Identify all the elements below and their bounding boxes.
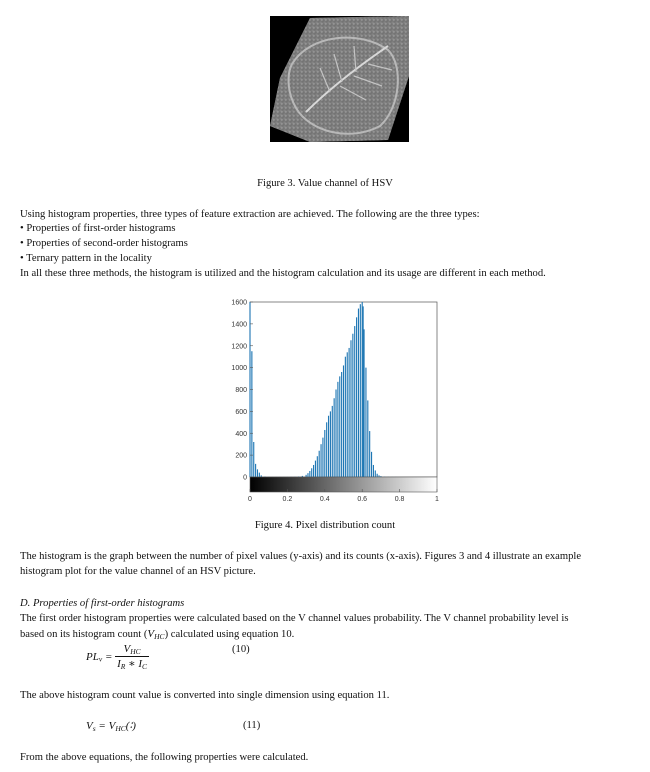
y-tick-label: 600 — [235, 408, 247, 416]
histogram-bar — [335, 390, 336, 478]
eq11-rhs-post: (∶) — [125, 720, 136, 732]
histogram-bar — [320, 444, 321, 477]
histogram-bar — [324, 430, 325, 477]
y-tick-label: 400 — [235, 430, 247, 438]
x-tick-label: 1 — [435, 496, 439, 503]
section-d-line-1: The first order histogram properties were calculated based on the V channel values probability. The V channel probability level is — [20, 613, 569, 624]
eq10-lhs: PL — [86, 651, 99, 663]
paragraph-converted: The above histogram count value is converted into single dimension using equation 11. — [20, 690, 390, 701]
histogram-bar — [332, 406, 333, 477]
histogram-bar — [341, 372, 342, 477]
histogram-bar — [356, 317, 357, 477]
eq11-lhs-sub: s — [92, 724, 96, 733]
vhc-variable: V — [147, 628, 155, 640]
histogram-bar — [375, 470, 376, 477]
section-d-heading: D. Properties of first-order histograms — [20, 598, 185, 609]
eq10-den-op: ∗ — [125, 658, 139, 670]
x-tick-label: 0.6 — [357, 496, 368, 503]
x-tick-label: 0.2 — [282, 496, 293, 503]
x-tick-label: 0.8 — [394, 496, 405, 503]
eq10-num-sub: HC — [130, 647, 141, 656]
histogram-chart — [225, 292, 447, 506]
bullet-item: • Ternary pattern in the locality — [20, 253, 152, 264]
vhc-subscript: HC — [154, 632, 165, 641]
equation-11-number: (11) — [243, 720, 261, 731]
histogram-bar — [315, 461, 316, 477]
eq10-denominator — [115, 656, 149, 671]
eq10-equals: = — [102, 651, 116, 663]
histogram-bar — [322, 438, 323, 477]
histogram-bar — [373, 465, 374, 477]
histogram-bar — [343, 365, 344, 477]
eq10-den-a: I — [117, 658, 121, 670]
eq10-numerator — [115, 643, 149, 656]
histogram-bar — [330, 411, 331, 477]
bullet-item: • Properties of first-order histograms — [20, 223, 176, 234]
paragraph-histogram-line-1: The histogram is the graph between the number of pixel values (y-axis) and its counts (x-axis). Figures 3 and 4 illustrate an example — [20, 551, 582, 562]
figure-3-image — [270, 16, 409, 142]
section-d-line-2-post: ) calculated using equation 10. — [164, 629, 295, 640]
paragraph-closing: In all these three methods, the histogram is utilized and the histogram calculation and its usage are different in each method. — [20, 268, 546, 279]
histogram-bar — [257, 469, 258, 477]
y-tick-label: 200 — [235, 452, 247, 460]
histogram-bar — [354, 326, 355, 477]
paragraph-intro: Using histogram properties, three types of feature extraction are achieved. The following are the three types: — [20, 209, 480, 220]
histogram-bar — [352, 334, 353, 477]
eq10-num-var: V — [123, 643, 131, 655]
histogram-bar — [307, 473, 308, 477]
paragraph-histogram-line-2: histogram plot for the value channel of an HSV picture. — [20, 566, 256, 577]
y-tick-label: 800 — [235, 387, 247, 394]
histogram-bar — [349, 348, 350, 477]
eq11-rhs: V — [108, 720, 116, 732]
eq10-lhs-sub: v — [98, 654, 103, 664]
y-tick-label: 1200 — [231, 343, 247, 351]
histogram-bar — [365, 368, 366, 477]
eq11-lhs: V — [86, 720, 93, 732]
histogram-bar — [306, 475, 307, 477]
histogram-bar — [371, 452, 372, 477]
eq10-den-a-sub: R — [120, 662, 126, 671]
eq10-fraction — [115, 643, 149, 671]
equation-11 — [86, 720, 136, 735]
y-tick-label: 0 — [243, 474, 247, 482]
eq11-equals: = — [95, 720, 109, 732]
leaf-grayscale-image — [270, 16, 409, 142]
histogram-bar — [253, 442, 254, 477]
histogram-bar — [367, 400, 368, 477]
histogram-bar — [369, 431, 370, 477]
histogram-bar — [337, 382, 338, 477]
equation-10 — [86, 643, 149, 675]
figure-4-caption: Figure 4. Pixel distribution count — [254, 520, 396, 531]
histogram-bar — [251, 351, 252, 477]
histogram-bar — [358, 309, 359, 477]
y-tick-label: 1000 — [231, 365, 247, 373]
histogram-bar — [345, 357, 346, 477]
histogram-bar — [350, 340, 351, 477]
histogram-bar — [326, 422, 327, 477]
eq10-den-b: I — [138, 658, 143, 670]
histogram-bar — [311, 468, 312, 477]
histogram-bar — [347, 352, 348, 477]
histogram-bar — [309, 471, 310, 477]
histogram-bar — [313, 465, 314, 477]
histogram-bar — [334, 398, 335, 477]
eq10-den-b-sub: C — [142, 662, 148, 671]
histogram-bar — [259, 473, 260, 477]
histogram-bar — [377, 474, 378, 477]
y-tick-label: 1600 — [231, 299, 247, 307]
histogram-bar — [364, 329, 365, 477]
figure-3-caption: Figure 3. Value channel of HSV — [257, 178, 393, 189]
grayscale-colorbar — [250, 477, 437, 492]
histogram-bar — [360, 304, 361, 477]
x-tick-label: 0.4 — [319, 496, 330, 503]
histogram-bar — [255, 464, 256, 477]
histogram-bar — [328, 416, 329, 477]
histogram-bar — [339, 376, 340, 477]
histogram-bar — [319, 451, 320, 477]
histogram-bar — [317, 456, 318, 477]
x-tick-label: 0 — [248, 496, 252, 503]
section-d-line-2 — [20, 628, 294, 643]
y-tick-label: 1400 — [231, 321, 247, 329]
equation-10-number: (10) — [232, 644, 250, 655]
paragraph-following: From the above equations, the following properties were calculated. — [20, 752, 309, 763]
section-d-line-2-pre: based on its histogram count ( — [20, 629, 148, 640]
eq11-rhs-sub: HC — [115, 724, 126, 733]
bullet-item: • Properties of second-order histograms — [20, 238, 188, 249]
